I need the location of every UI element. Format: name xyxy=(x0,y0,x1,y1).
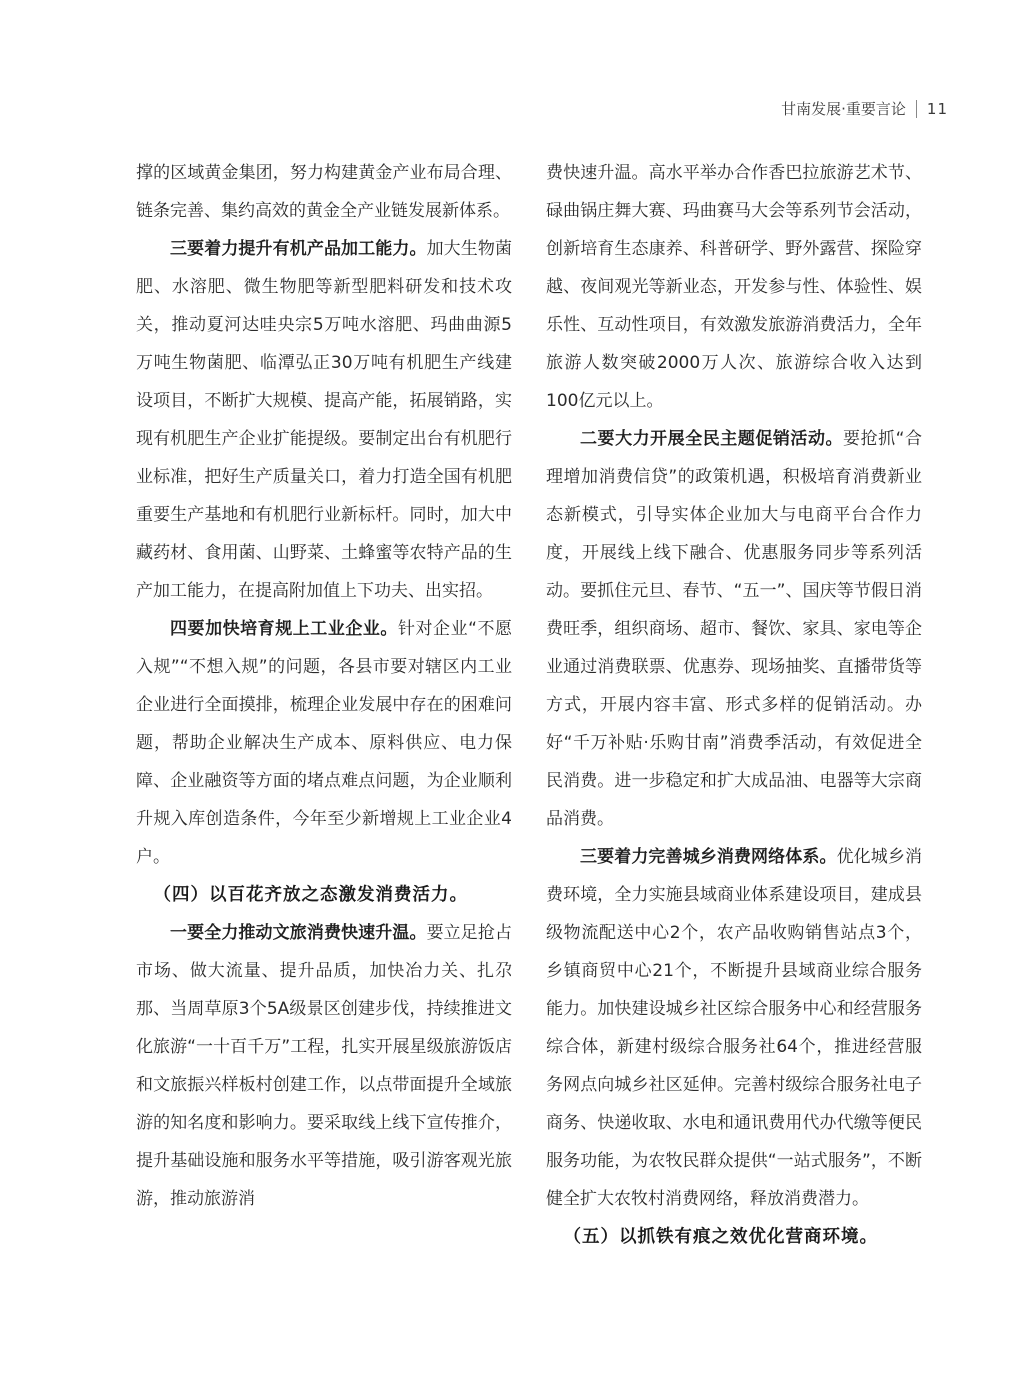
paragraph xyxy=(546,838,922,1218)
paragraph-lead: 三要着力完善城乡消费网络体系。 xyxy=(580,847,837,867)
paragraph xyxy=(546,420,922,838)
paragraph xyxy=(136,610,512,876)
running-header xyxy=(781,98,948,119)
paragraph-body: 要抢抓“合理增加消费信贷”的政策机遇，积极培育消费新业态新模式，引导实体企业加大与电商平台合作力度，开展线上线下融合、优惠服务同步等系列活动。要抓住元旦、春节、“五一”、国庆等节假日消费旺季，组织商场、超市、餐饮、家具、家电等企业通过消费联票、优惠券、现场抽奖、直播带货等方式，开展内容丰富、形式多样的促销活动。办好“千万补贴·乐购甘南”消费季活动，有效促进全民消费。进一步稳定和扩大成品油、电器等大宗商品消费。 xyxy=(546,429,922,829)
header-divider xyxy=(916,100,917,118)
section-heading: （四）以百花齐放之态激发消费活力。 xyxy=(153,885,468,905)
paragraph-lead: 二要大力开展全民主题促销活动。 xyxy=(580,429,844,449)
paragraph-body: 针对企业“不愿入规”“不想入规”的问题，各县市要对辖区内工业企业进行全面摸排，梳理企业发展中存在的困难问题，帮助企业解决生产成本、原料供应、电力保障、企业融资等方面的堵点难点问题，为企业顺利升规入库创造条件，今年至少新增规上工业企业4户。 xyxy=(136,619,513,867)
right-column xyxy=(546,154,922,1256)
header-title: 甘南发展·重要言论 xyxy=(781,100,906,118)
paragraph-lead: 三要着力提升有机产品加工能力。 xyxy=(170,239,427,259)
paragraph-lead: 一要全力推动文旅消费快速升温。 xyxy=(170,923,427,943)
paragraph-body: 优化城乡消费环境，全力实施县域商业体系建设项目，建成县级物流配送中心2个，农产品收购销售站点3个，乡镇商贸中心21个，不断提升县域商业综合服务能力。加快建设城乡社区综合服务中心和经营服务综合体，新建村级综合服务社64个，推进经营服务网点向城乡社区延伸。完善村级综合服务社电子商务、快递收取、水电和通讯费用代办代缴等便民服务功能，为农牧民群众提供“一站式服务”，不断健全扩大农牧村消费网络，释放消费潜力。 xyxy=(546,847,922,1209)
paragraph: 费快速升温。高水平举办合作香巴拉旅游艺术节、碌曲锅庄舞大赛、玛曲赛马大会等系列节会活动，创新培育生态康养、科普研学、野外露营、探险穿越、夜间观光等新业态，开发参与性、体验性、娱乐性、互动性项目，有效激发旅游消费活力，全年旅游人数突破2000万人次、旅游综合收入达到100亿元以上。 xyxy=(546,163,922,411)
paragraph-body: 要立足抢占市场、做大流量、提升品质，加快冶力关、扎尕那、当周草原3个5A级景区创建步伐，持续推进文化旅游“一十百千万”工程，扎实开展星级旅游饭店和文旅振兴样板村创建工作，以点带面提升全域旅游的知名度和影响力。要采取线上线下宣传推介，提升基础设施和服务水平等措施，吸引游客观光旅游，推动旅游消 xyxy=(136,923,512,1209)
paragraph xyxy=(136,914,512,1218)
paragraph xyxy=(136,230,512,610)
section-heading: （五）以抓铁有痕之效优化营商环境。 xyxy=(563,1227,878,1247)
left-column xyxy=(136,154,512,1218)
paragraph-body: 加大生物菌肥、水溶肥、微生物肥等新型肥料研发和技术攻关，推动夏河达哇央宗5万吨水溶肥、玛曲曲源5万吨生物菌肥、临潭弘正30万吨有机肥生产线建设项目，不断扩大规模、提高产能，拓展销路，实现有机肥生产企业扩能提级。要制定出台有机肥行业标准，把好生产质量关口，着力打造全国有机肥重要生产基地和有机肥行业新标杆。同时，加大中藏药材、食用菌、山野菜、土蜂蜜等农特产品的生产加工能力，在提高附加值上下功夫、出实招。 xyxy=(136,239,512,601)
page-number: 11 xyxy=(926,99,948,118)
paragraph: 撑的区域黄金集团，努力构建黄金产业布局合理、链条完善、集约高效的黄金全产业链发展新体系。 xyxy=(136,163,512,221)
paragraph-lead: 四要加快培育规上工业企业。 xyxy=(170,619,398,639)
